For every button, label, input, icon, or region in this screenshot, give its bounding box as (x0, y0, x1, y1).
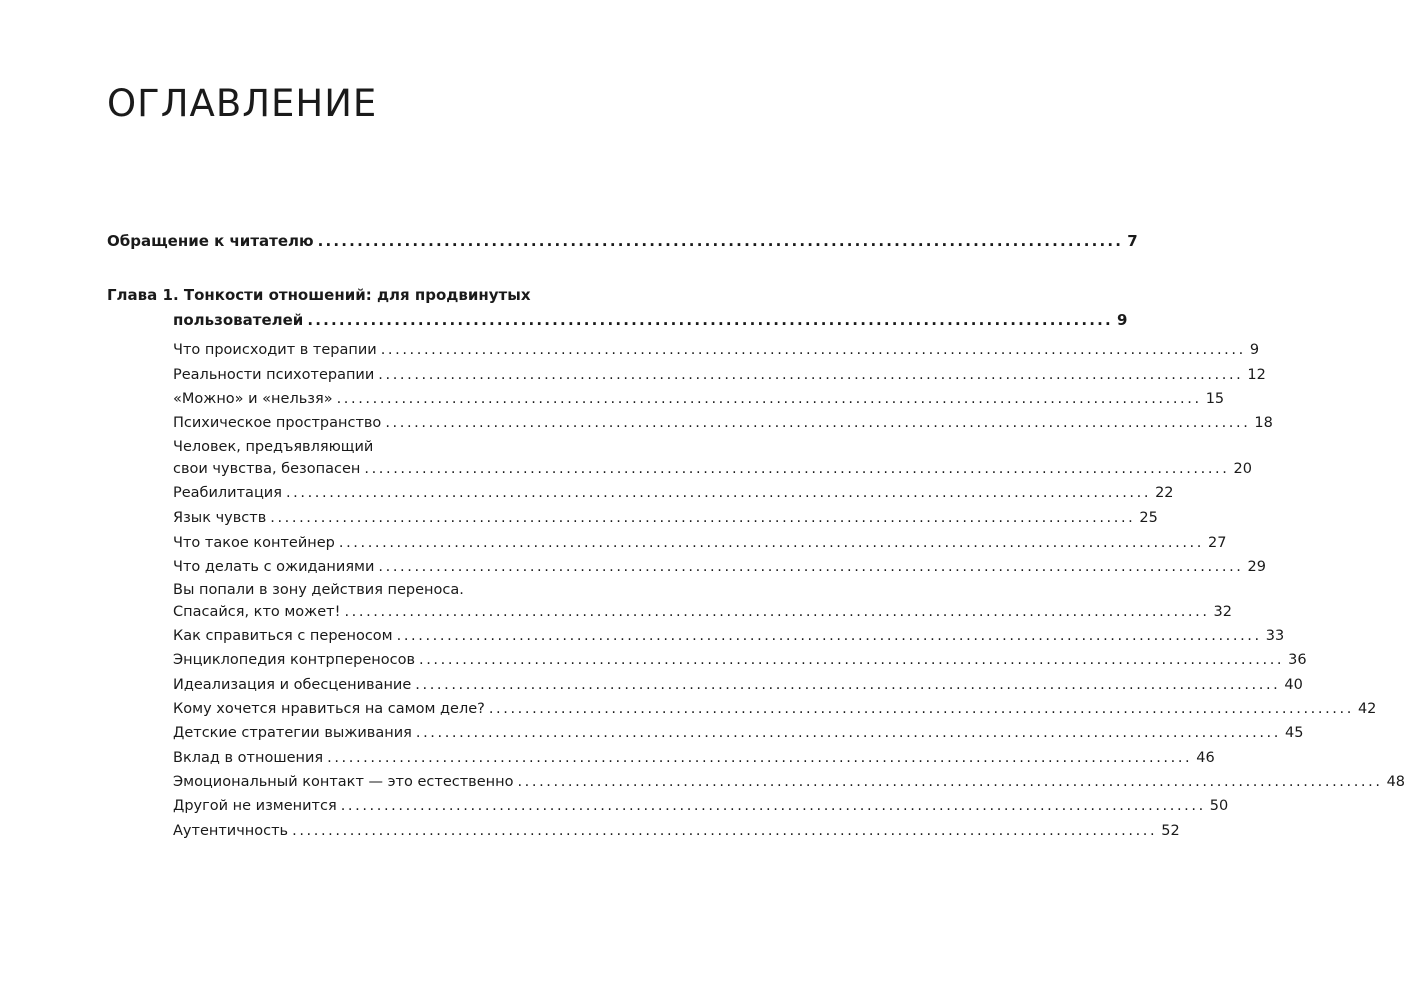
toc-entry-chapter1[interactable] (173, 311, 1128, 329)
toc-entry[interactable] (173, 559, 1266, 575)
toc-entry-page: 22 (1155, 485, 1174, 501)
toc-entry-page: 18 (1254, 415, 1273, 431)
toc-entry-page: 42 (1357, 701, 1377, 717)
toc-entry-label: свои чувства, безопасен (173, 461, 361, 477)
toc-entry-label: Психическое пространство (173, 415, 382, 431)
toc-entry-label: Спасайся, кто может! (173, 604, 341, 620)
toc-entry-page: 33 (1265, 628, 1285, 644)
dot-leader: ........................................................................................................................ (419, 652, 1285, 668)
dot-leader: ........................................................................................................................ (378, 367, 1244, 383)
toc-entry-page: 25 (1139, 510, 1158, 526)
toc-entry-label: Что происходит в терапии (173, 342, 377, 358)
toc-entry-label: Детские стратегии выживания (173, 725, 412, 741)
toc-entry-page: 50 (1209, 798, 1229, 814)
toc-entry[interactable] (173, 652, 1307, 668)
toc-entry[interactable] (173, 798, 1229, 814)
toc-entry-label: пользователей (173, 311, 304, 329)
dot-leader: ........................................................................................................................ (488, 701, 1354, 717)
toc-entry-label: Эмоциональный контакт — это естественно (173, 774, 514, 790)
toc-entry-label: Кому хочется нравиться на самом деле? (173, 701, 485, 717)
toc-entry-page: 52 (1161, 823, 1180, 839)
toc-entry-page: 48 (1386, 774, 1405, 790)
toc-entry-intro[interactable] (107, 232, 1138, 250)
toc-entry[interactable] (173, 823, 1180, 839)
dot-leader: ...................................................................................................... (317, 232, 1124, 250)
dot-leader: ........................................................................................................................ (415, 725, 1281, 741)
toc-entry[interactable] (173, 415, 1273, 431)
toc-entry-label: Что делать с ожиданиями (173, 559, 375, 575)
dot-leader: ...................................................................................................... (307, 311, 1113, 329)
dot-leader: ........................................................................................................................ (338, 535, 1204, 551)
toc-entry-label: Что такое контейнер (173, 535, 335, 551)
toc-entry-label: Вклад в отношения (173, 750, 324, 766)
toc-entry-label: Энциклопедия контрпереносов (173, 652, 416, 668)
dot-leader: ........................................................................................................................ (340, 798, 1206, 814)
toc-entry-label: Другой не изменится (173, 798, 337, 814)
dot-leader: ........................................................................................................................ (385, 415, 1251, 431)
dot-leader: ........................................................................................................................ (270, 510, 1136, 526)
toc-entry[interactable] (173, 628, 1285, 644)
toc-entry-label: Реабилитация (173, 485, 282, 501)
page-title: ОГЛАВЛЕНИЕ (107, 82, 378, 125)
chapter-heading-line1[interactable]: Глава 1. Тонкости отношений: для продвинутых (107, 286, 531, 304)
toc-entry-label-line1: Человек, предъявляющий (173, 439, 374, 455)
toc-entry-page: 9 (1249, 342, 1260, 358)
toc-entry-page: 27 (1207, 535, 1227, 551)
toc-entry-label: Как справиться с переносом (173, 628, 393, 644)
toc-entry-page: 29 (1247, 559, 1266, 575)
toc-entry-page: 7 (1127, 232, 1138, 250)
toc-entry[interactable] (173, 701, 1377, 717)
toc-entry[interactable] (173, 485, 1174, 501)
toc-entry-page: 45 (1284, 725, 1304, 741)
toc-entry[interactable] (173, 750, 1215, 766)
dot-leader: ........................................................................................................................ (344, 604, 1210, 620)
toc-entry-page: 32 (1213, 604, 1232, 620)
dot-leader: ........................................................................................................................ (396, 628, 1262, 644)
dot-leader: ........................................................................................................................ (517, 774, 1383, 790)
dot-leader: ........................................................................................................................ (380, 342, 1246, 358)
toc-entry-label: Аутентичность (173, 823, 289, 839)
toc-entry[interactable] (173, 725, 1304, 741)
toc-entry[interactable] (173, 367, 1266, 383)
toc-entry-label-line1: Вы попали в зону действия переноса. (173, 582, 464, 598)
dot-leader: ........................................................................................................................ (292, 823, 1158, 839)
dot-leader: ........................................................................................................................ (285, 485, 1152, 501)
toc-entry[interactable] (173, 461, 1252, 477)
toc-entry-label: «Можно» и «нельзя» (173, 391, 333, 407)
dot-leader: ........................................................................................................................ (327, 750, 1193, 766)
toc-entry[interactable] (173, 774, 1405, 790)
toc-entry-label: Идеализация и обесценивание (173, 677, 412, 693)
toc-entry[interactable] (173, 604, 1232, 620)
toc-entry-page: 46 (1196, 750, 1215, 766)
toc-entry[interactable] (173, 677, 1303, 693)
toc-entry[interactable] (173, 535, 1227, 551)
toc-entry-page: 36 (1288, 652, 1307, 668)
toc-entry-page: 20 (1233, 461, 1252, 477)
dot-leader: ........................................................................................................................ (336, 391, 1202, 407)
toc-entry-page: 12 (1247, 367, 1266, 383)
toc-entry[interactable] (173, 342, 1260, 358)
dot-leader: ........................................................................................................................ (364, 461, 1230, 477)
toc-entry-page: 15 (1205, 391, 1225, 407)
toc-entry-label: Обращение к читателю (107, 232, 314, 250)
toc-entry[interactable] (173, 510, 1158, 526)
dot-leader: ........................................................................................................................ (415, 677, 1281, 693)
dot-leader: ........................................................................................................................ (378, 559, 1244, 575)
toc-entry-label: Реальности психотерапии (173, 367, 375, 383)
toc-entry-page: 40 (1284, 677, 1303, 693)
toc-entry[interactable] (173, 391, 1225, 407)
toc-entry-page: 9 (1116, 311, 1128, 329)
toc-entry-label: Язык чувств (173, 510, 267, 526)
